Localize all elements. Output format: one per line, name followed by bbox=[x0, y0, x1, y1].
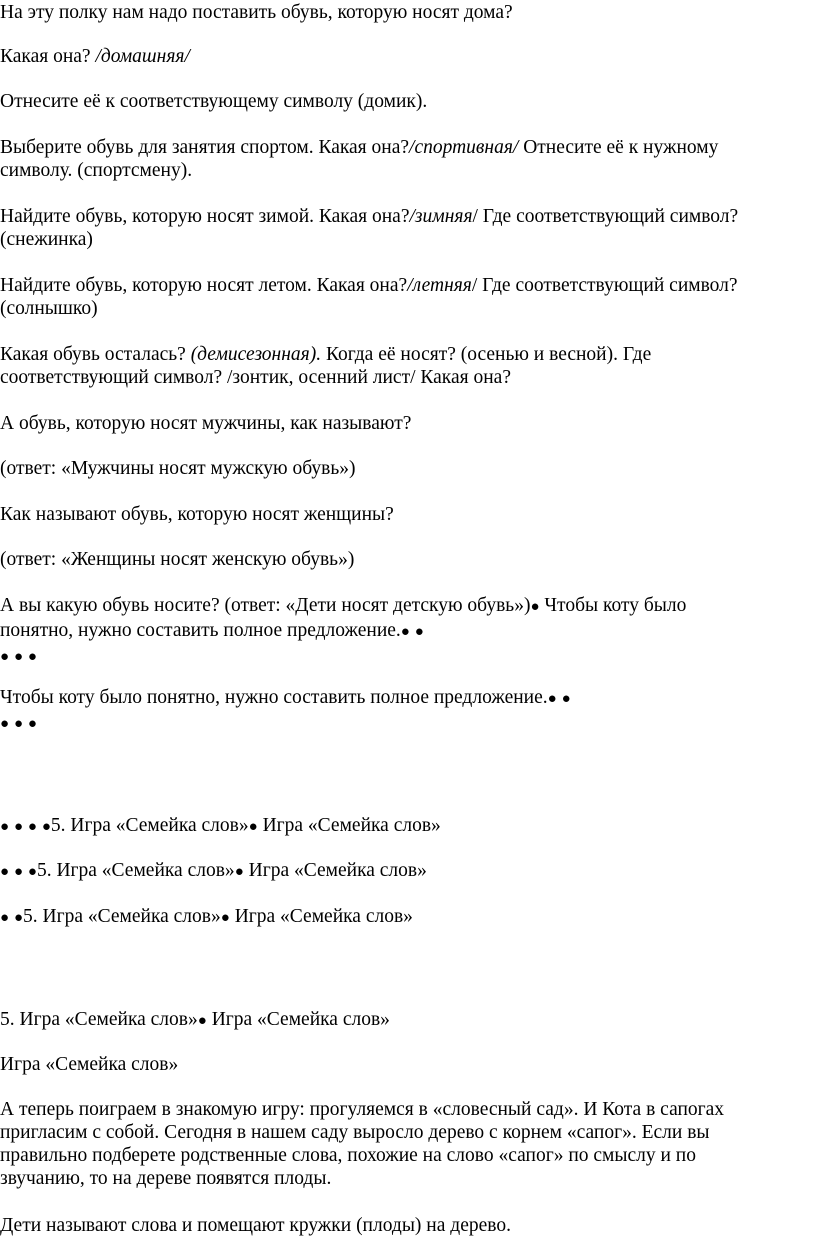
text: 5. Игра «Семейка слов» bbox=[23, 906, 221, 927]
bullet-icon: ● bbox=[0, 649, 10, 665]
text: Какая обувь осталась? bbox=[0, 344, 191, 365]
text: Какая она? bbox=[0, 46, 96, 67]
bullet-icon: ● bbox=[41, 819, 51, 835]
text: Игра «Семейка слов» bbox=[243, 860, 427, 881]
text: Выберите обувь для занятия спортом. Какая она? bbox=[0, 137, 410, 158]
bullet-icon: ● bbox=[197, 1013, 207, 1029]
text: Игра «Семейка слов» bbox=[206, 1009, 390, 1030]
bullet-icon: ● bbox=[0, 910, 10, 926]
bullet-icon: ● bbox=[547, 691, 557, 707]
paragraph-8 bbox=[0, 412, 411, 435]
bullet-icon: ● bbox=[13, 716, 23, 732]
text: / Где соответствующий символ? bbox=[472, 206, 739, 227]
bullet-icon: ● bbox=[13, 864, 23, 880]
paragraph-9 bbox=[0, 457, 356, 480]
text: 5. Игра «Семейка слов» bbox=[50, 815, 249, 836]
paragraph-17 bbox=[0, 1008, 390, 1033]
paragraph-12 bbox=[0, 594, 686, 669]
paragraph-11 bbox=[0, 548, 354, 571]
bullet-icon: ● bbox=[561, 691, 571, 707]
text: Когда её носят? (осенью и весной). Где bbox=[321, 344, 652, 365]
text: пригласим с собой. Сегодня в нашем саду выросло дерево с корнем «сапог». Если вы bbox=[0, 1122, 710, 1143]
bullet-icon: ● bbox=[27, 716, 37, 732]
italic-answer: /домашняя/ bbox=[95, 46, 190, 67]
italic-answer: /летняя bbox=[407, 275, 472, 296]
bullet-icon: ● bbox=[27, 649, 37, 665]
bullet-icon: ● bbox=[400, 624, 410, 640]
paragraph-5 bbox=[0, 205, 738, 251]
text: Чтобы коту было bbox=[539, 595, 687, 616]
paragraph-16 bbox=[0, 905, 413, 930]
paragraph-19 bbox=[0, 1098, 724, 1190]
text: Отнесите её к нужному bbox=[518, 137, 719, 158]
text: Дети называют слова и помещают кружки (плоды) на дерево. bbox=[0, 1215, 511, 1236]
text: (снежинка) bbox=[0, 229, 93, 250]
paragraph-20 bbox=[0, 1214, 511, 1237]
paragraph-10 bbox=[0, 503, 394, 526]
paragraph-6 bbox=[0, 274, 738, 320]
text: Найдите обувь, которую носят летом. Какая она? bbox=[0, 275, 408, 296]
italic-answer: /зимняя bbox=[409, 206, 473, 227]
bullet-icon: ● bbox=[27, 819, 37, 835]
text: Чтобы коту было понятно, нужно составить полное предложение. bbox=[0, 687, 548, 708]
bullet-icon: ● bbox=[414, 624, 424, 640]
text: 5. Игра «Семейка слов» bbox=[36, 860, 235, 881]
text: соответствующий символ? /зонтик, осенний лист/ Какая она? bbox=[0, 367, 511, 388]
text: Найдите обувь, которую носят зимой. Какая она? bbox=[0, 206, 410, 227]
text: Игра «Семейка слов» bbox=[229, 906, 413, 927]
bullet-icon: ● bbox=[530, 599, 540, 615]
paragraph-1 bbox=[0, 1, 513, 24]
bullet-icon: ● bbox=[248, 819, 258, 835]
bullet-icon: ● bbox=[27, 864, 37, 880]
text: (ответ: «Женщины носят женскую обувь») bbox=[0, 549, 355, 570]
paragraph-15 bbox=[0, 859, 427, 884]
paragraph-7 bbox=[0, 343, 651, 389]
paragraph-14 bbox=[0, 814, 441, 839]
text: звучанию, то на дереве появятся плоды. bbox=[0, 1168, 332, 1189]
text: Игра «Семейка слов» bbox=[0, 1054, 179, 1075]
text: (ответ: «Мужчины носят мужскую обувь») bbox=[0, 458, 356, 479]
text: символу. (спортсмену). bbox=[0, 160, 193, 181]
text: А теперь поиграем в знакомую игру: прогуляемся в «словесный сад». И Кота в сапогах bbox=[0, 1099, 725, 1120]
text: (солнышко) bbox=[0, 298, 98, 319]
paragraph-3 bbox=[0, 90, 427, 113]
italic-answer: /спортивная/ bbox=[409, 137, 519, 158]
bullet-icon: ● bbox=[234, 864, 244, 880]
paragraph-18 bbox=[0, 1053, 178, 1076]
text: Как называют обувь, которую носят женщины? bbox=[0, 504, 394, 525]
text: Игра «Семейка слов» bbox=[257, 815, 441, 836]
bullet-icon: ● bbox=[13, 910, 23, 926]
text: правильно подберете родственные слова, похожие на слово «сапог» по смыслу и по bbox=[0, 1145, 696, 1166]
text: А вы какую обувь носите? (ответ: «Дети носят детскую обувь») bbox=[0, 595, 531, 616]
text: А обувь, которую носят мужчины, как называют? bbox=[0, 413, 412, 434]
bullet-icon: ● bbox=[0, 864, 10, 880]
italic-answer: (демисезонная). bbox=[190, 344, 322, 365]
paragraph-2 bbox=[0, 45, 190, 68]
text: Отнесите её к соответствующему символу (домик). bbox=[0, 91, 428, 112]
paragraph-13 bbox=[0, 686, 571, 736]
text: / Где соответствующий символ? bbox=[471, 275, 738, 296]
text: понятно, нужно составить полное предложение. bbox=[0, 620, 401, 641]
bullet-icon: ● bbox=[0, 716, 10, 732]
text: 5. Игра «Семейка слов» bbox=[0, 1009, 198, 1030]
bullet-icon: ● bbox=[220, 910, 230, 926]
bullet-icon: ● bbox=[13, 819, 23, 835]
paragraph-4 bbox=[0, 136, 718, 182]
bullet-icon: ● bbox=[13, 649, 23, 665]
text: На эту полку нам надо поставить обувь, которую носят дома? bbox=[0, 2, 513, 23]
bullet-icon: ● bbox=[0, 819, 10, 835]
